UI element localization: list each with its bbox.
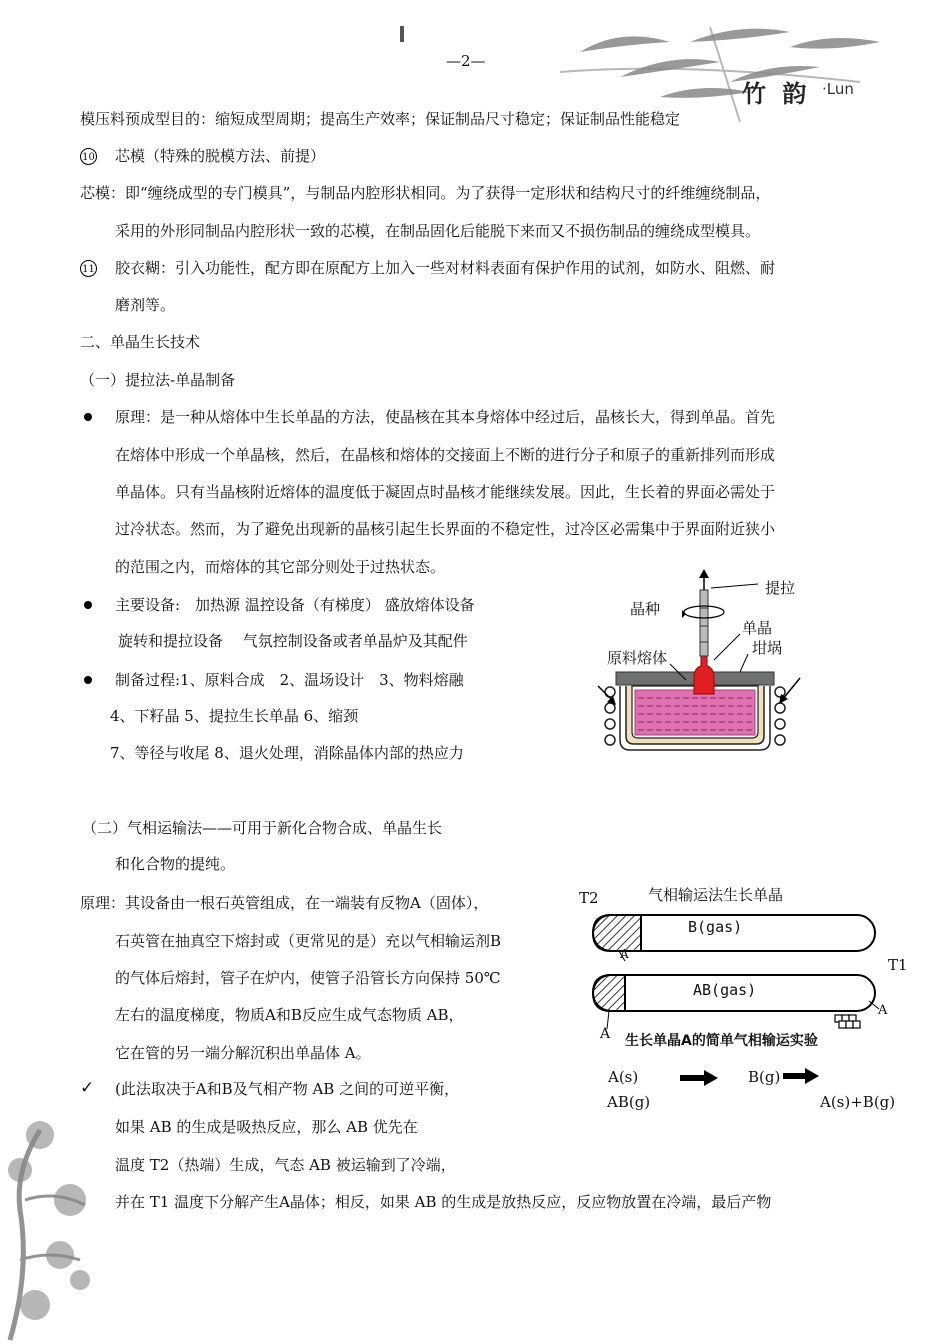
text-line: 温度 T2（热端）生成，气态 AB 被运输到了冷端， (115, 1156, 456, 1174)
label-t1: T1 (888, 956, 908, 974)
bullet-dot (84, 601, 92, 609)
text-line: 原理：是一种从熔体中生长单晶的方法，使晶核在其本身熔体中经过后，晶核长大，得到单晶。首先 (115, 408, 776, 426)
eq-ab-g: AB(g) (607, 1093, 651, 1111)
text-line: 的气体后熔封，管子在炉内，使管子沿管长方向保持 50℃ (115, 969, 501, 987)
subsection-heading: （二）气相运输法——可用于新化合物合成、单晶生长 (82, 819, 443, 837)
text-line: 并在 T1 温度下分解产生A晶体；相反，如果 AB 的生成是放热反应，反应物放置在冷端，最后产物 (115, 1193, 772, 1211)
text-line: 的范围之内，而熔体的其它部分则处于过热状态。 (115, 558, 446, 576)
header-mark (400, 26, 404, 42)
text-line: 石英管在抽真空下熔封或（更常见的是）充以气相输运剂B (115, 932, 502, 950)
section-heading: 二、单晶生长技术 (80, 333, 201, 351)
label-melt: 原料熔体 (607, 649, 668, 667)
circled-number-10: 10 (80, 148, 97, 165)
text-line: 如果 AB 的生成是吸热反应，那么 AB 优先在 (115, 1118, 418, 1136)
single-crystal (694, 654, 714, 694)
text-line: 7、等径与收尾 8、退火处理，消除晶体内部的热应力 (110, 744, 464, 762)
text-line: 主要设备: 加热源 温控设备（有梯度） 盛放熔体设备 (115, 596, 475, 614)
brand-title: 竹 韵 (742, 79, 811, 108)
text-line: (此法取决于A和B及气相产物 AB 之间的可逆平衡， (115, 1080, 460, 1098)
text-line: 旋转和提拉设备 气氛控制设备或者单晶炉及其配件 (118, 632, 468, 650)
bullet-dot (84, 413, 92, 421)
solid-a-bottom (593, 975, 625, 1011)
text-line: 胶衣糊：引入功能性，配方即在原配方上加入一些对材料表面有保护作用的试剂，如防水、阻燃、耐 (115, 259, 776, 277)
circled-number-11: 11 (80, 260, 97, 277)
label-seed: 晶种 (630, 600, 661, 618)
text-line: 左右的温度梯度，物质A和B反应生成气态物质 AB， (115, 1006, 464, 1024)
pine-ink-decoration (0, 1110, 100, 1344)
eq-a-s-plus-b-g: A(s)+B(g) (820, 1093, 896, 1111)
brand-subtitle: ·Lun (822, 80, 854, 98)
melt (635, 690, 755, 735)
label-a-bottom: A (600, 1026, 611, 1042)
solid-a-top (593, 915, 641, 951)
label-pull: 提拉 (765, 579, 796, 597)
text-line: 在熔体中形成一个单晶核，然后，在晶核和熔体的交接面上不断的进行分子和原子的重新排列而形成 (115, 446, 776, 464)
text-line: 制备过程:1、原料合成 2、温场设计 3、物料熔融 (115, 671, 464, 689)
bullet-dot (84, 676, 92, 684)
label-t2: T2 (579, 889, 599, 907)
text-line: 和化合物的提纯。 (115, 855, 236, 873)
label-a-right: A (878, 1003, 888, 1018)
crystal-deposit-icon (835, 1015, 860, 1028)
text-line: 芯模：即“缠绕成型的专门模具”，与制品内腔形状相同。为了获得一定形状和结构尺寸的纤维缠绕制品， (80, 184, 771, 202)
eq-b-g: B(g) (748, 1068, 781, 1086)
text-line: 4、下籽晶 5、提拉生长单晶 6、缩颈 (110, 707, 359, 725)
eq-a-s: A(s) (608, 1068, 639, 1086)
text-line: 芯模（特殊的脱模方法、前提） (115, 147, 326, 165)
text-line: 采用的外形同制品内腔形状一致的芯模，在制品固化后能脱下来而又不损伤制品的缠绕成型模具。 (115, 222, 761, 240)
text-line: 原理：其设备由一根石英管组成，在一端装有反物A（固体）， (80, 894, 489, 912)
page-number: —2— (446, 52, 486, 70)
label-crystal: 单晶 (742, 619, 773, 637)
text-line: 它在管的另一端分解沉积出单晶体 A。 (115, 1044, 371, 1062)
arrow-right-icon (783, 1068, 821, 1084)
label-ab-gas: AB(gas) (693, 981, 757, 999)
arrow-right-icon (680, 1070, 720, 1086)
subsection-heading: （一）提拉法-单晶制备 (80, 371, 236, 389)
label-crucible: 坩埚 (752, 639, 783, 657)
text-line: 单晶体。只有当晶核附近熔体的温度低于凝固点时晶核才能继续发展。因此，生长着的界面必需处于 (115, 483, 776, 501)
diagram2-title: 气相输运法生长单晶 (648, 886, 784, 904)
text-line: 过冷状态。然而，为了避免出现新的晶核引起生长界面的不稳定性，过冷区必需集中于界面附近狭小 (115, 520, 776, 538)
seed-rod (700, 590, 708, 656)
diagram2-caption: 生长单晶A的简单气相输运实验 (625, 1033, 818, 1049)
label-a-top: A (620, 947, 629, 961)
text-line: 模压料预成型目的：缩短成型周期；提高生产效率；保证制品尺寸稳定；保证制品性能稳定 (80, 110, 681, 128)
text-line: 磨剂等。 (115, 296, 176, 314)
label-b-gas: B(gas) (688, 918, 743, 936)
pull-arrow-icon (699, 569, 709, 578)
check-icon: ✓ (80, 1078, 95, 1098)
